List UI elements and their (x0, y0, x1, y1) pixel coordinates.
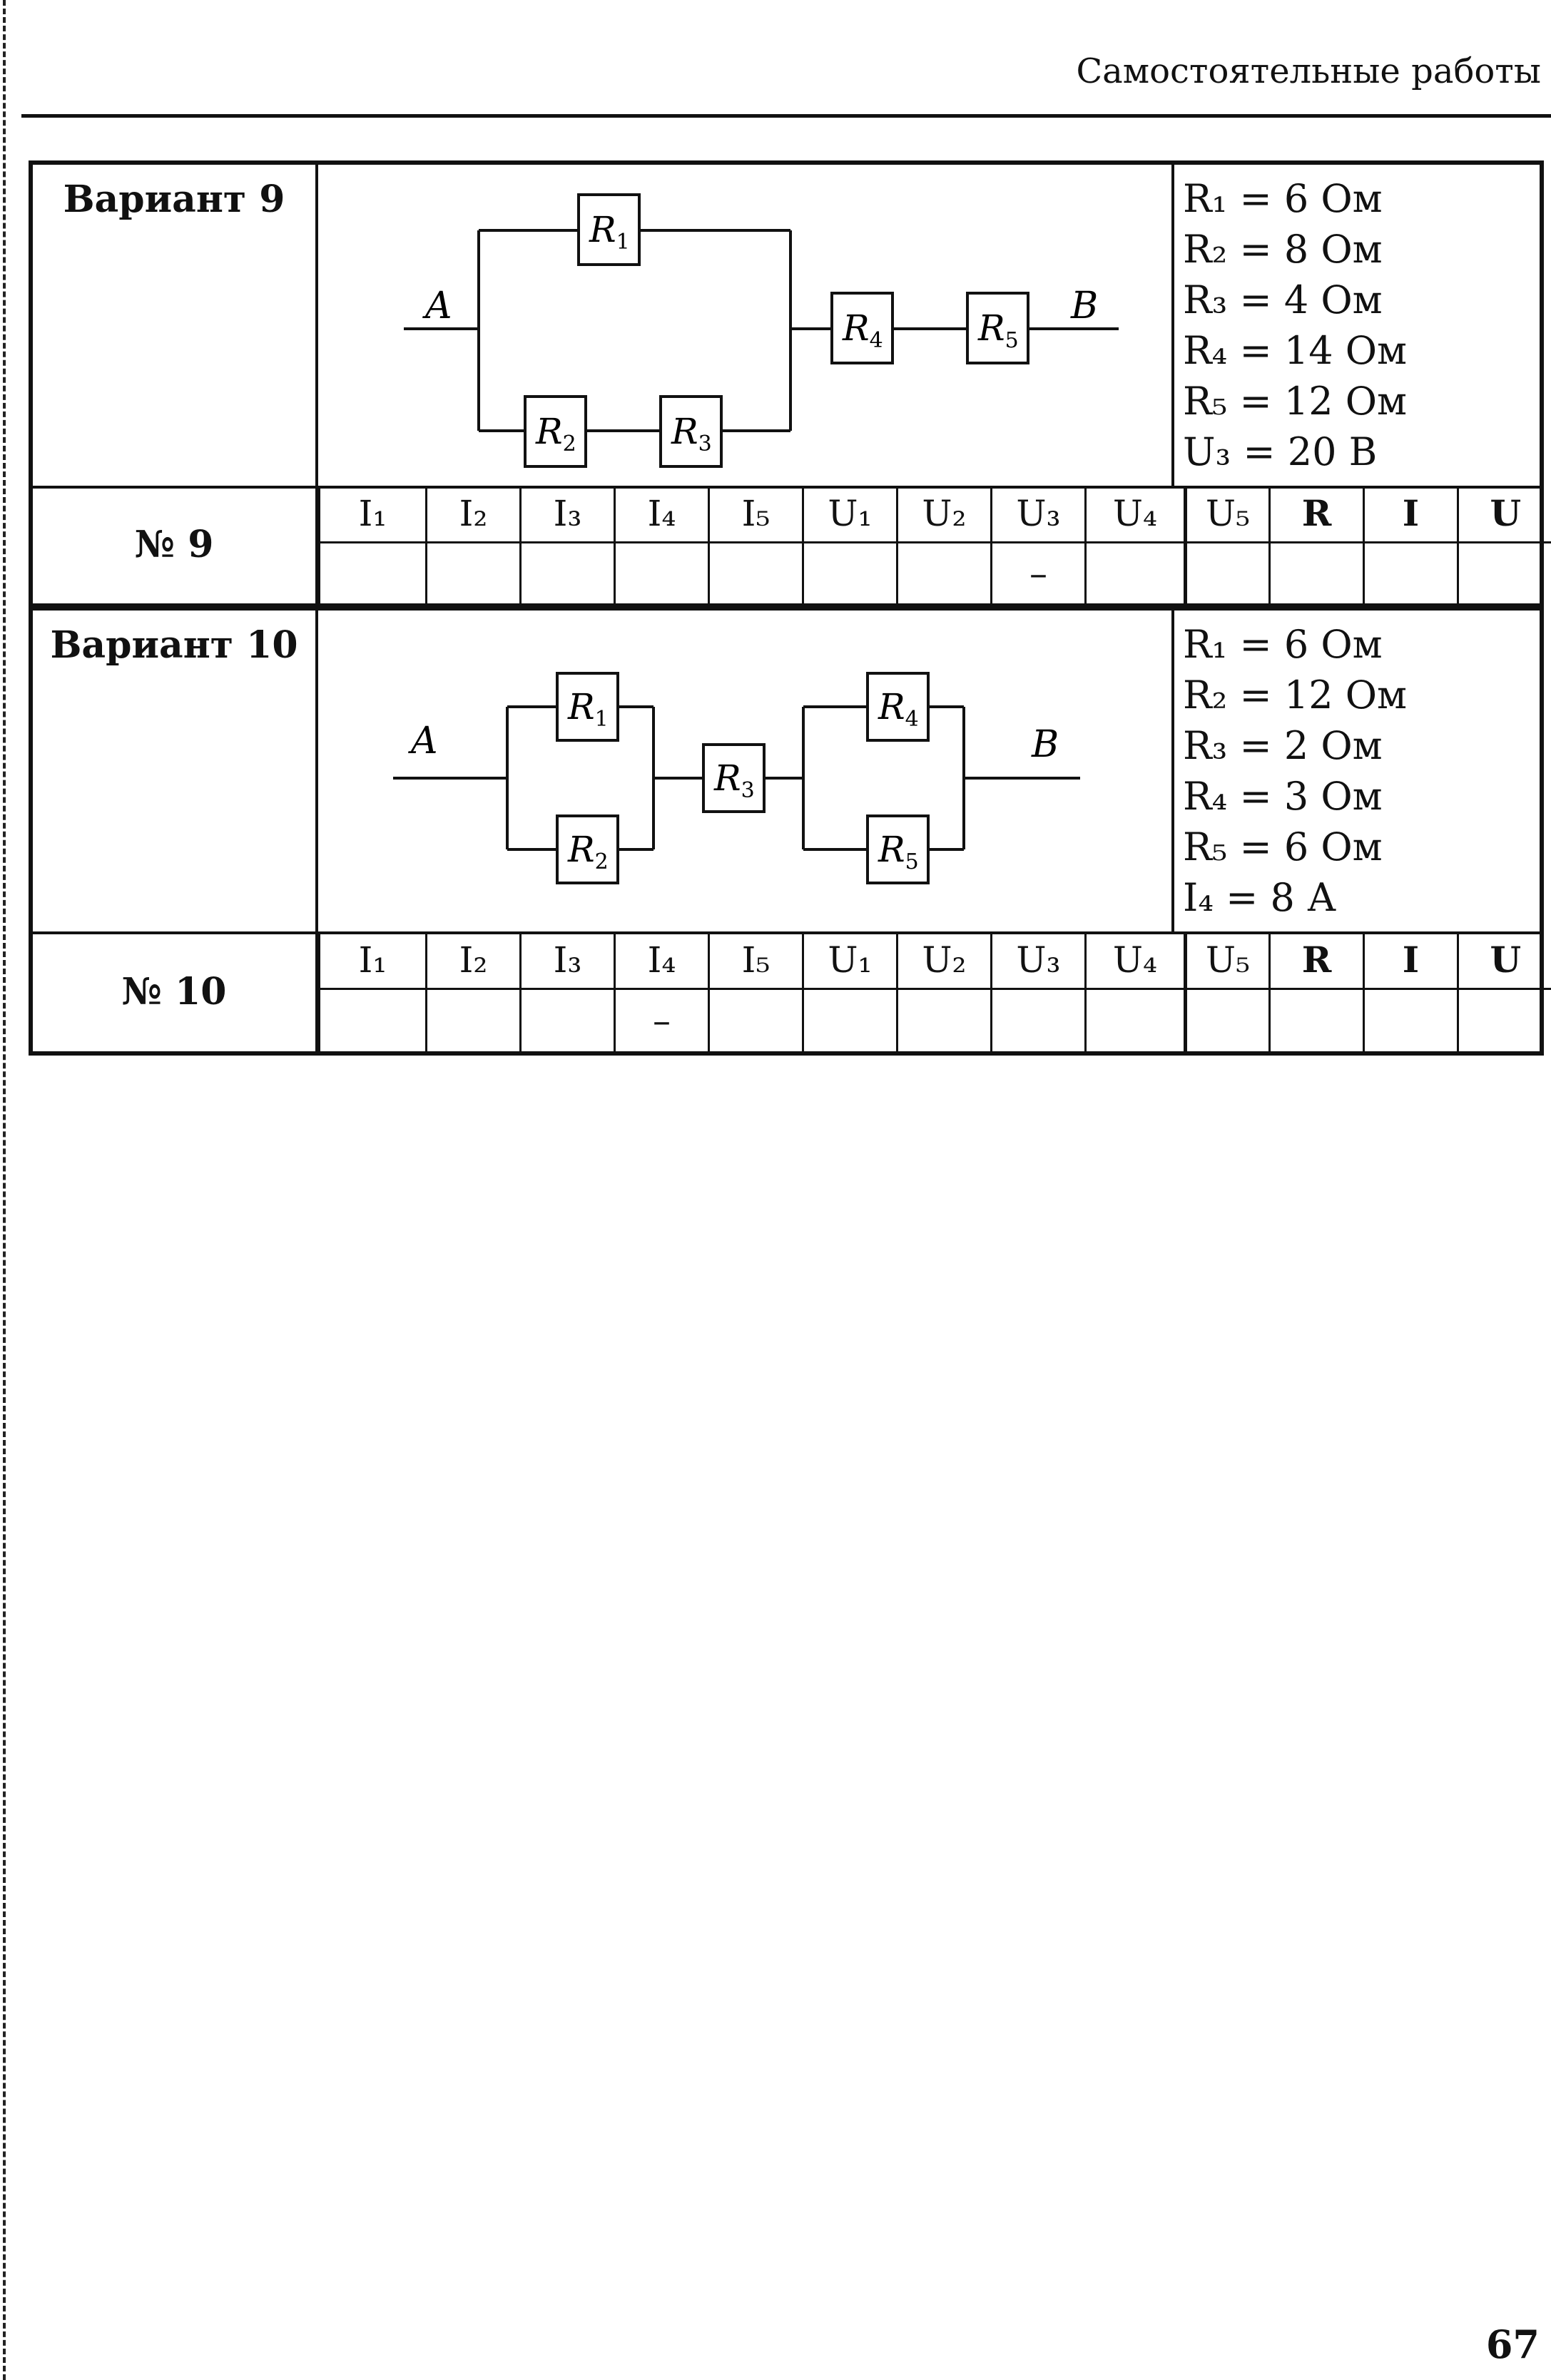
variant-10-params (1183, 619, 1407, 923)
param-line: I₄ = 8 А (1183, 875, 1336, 920)
r4-letter: R (843, 307, 870, 349)
r2-letter: R (536, 411, 563, 452)
r4-index: 4 (905, 707, 919, 732)
variant-9-params (1183, 173, 1407, 477)
variant-9-block (29, 160, 1544, 608)
answer-cell[interactable] (1364, 989, 1458, 1051)
param-line: U₃ = 20 В (1183, 429, 1378, 474)
param-line: R₄ = 3 Ом (1183, 774, 1383, 819)
col-header: I₂ (427, 486, 521, 542)
col-header: U₂ (897, 931, 992, 989)
answer-cell[interactable] (803, 542, 897, 603)
r3-letter: R (671, 411, 698, 452)
col-header: U₁ (803, 486, 897, 542)
answer-cell[interactable] (897, 989, 992, 1051)
param-line: R₁ = 6 Ом (1183, 176, 1383, 221)
answer-cell[interactable] (1458, 989, 1551, 1051)
variant-10-title: Вариант 10 (33, 611, 318, 931)
param-line: R₅ = 12 Ом (1183, 379, 1408, 424)
r2-index: 2 (594, 849, 609, 874)
answer-cell[interactable] (1186, 542, 1270, 603)
r3-index: 3 (741, 778, 755, 803)
r4-index: 4 (869, 328, 883, 353)
answer-cell[interactable] (521, 989, 615, 1051)
param-line: R₃ = 4 Ом (1183, 277, 1383, 322)
header-rule (21, 114, 1551, 118)
answer-cell[interactable]: – (615, 989, 709, 1051)
answer-cell[interactable] (709, 989, 803, 1051)
col-header: U₄ (1086, 931, 1186, 989)
col-header: U (1458, 931, 1551, 989)
col-header: U₄ (1086, 486, 1186, 542)
col-header: U₅ (1186, 486, 1270, 542)
variant-9-row (33, 165, 1540, 489)
node-a-label: A (425, 285, 452, 327)
variant-10-number: № 10 (33, 931, 318, 1051)
variant-10-block (29, 606, 1544, 1056)
r3-index: 3 (698, 431, 712, 456)
col-header: U₃ (992, 931, 1086, 989)
variant-10-table (318, 931, 1551, 1051)
r2-letter: R (568, 829, 595, 870)
col-header: U₁ (803, 931, 897, 989)
r1-index: 1 (594, 707, 609, 732)
param-line: R₅ = 6 Ом (1183, 824, 1383, 869)
col-header: U₃ (992, 486, 1086, 542)
cut-line (3, 0, 6, 2380)
answer-cell[interactable] (1086, 542, 1186, 603)
col-header: I₃ (521, 931, 615, 989)
col-header: U₅ (1186, 931, 1270, 989)
node-b-label: B (1032, 723, 1059, 766)
answer-cell[interactable]: – (992, 542, 1086, 603)
variant-9-title: Вариант 9 (33, 165, 318, 486)
col-header: U₂ (897, 486, 992, 542)
r5-letter: R (878, 829, 905, 870)
svg-text:R2 (535, 411, 576, 456)
circuit-10-diagram (318, 611, 1174, 931)
variant-10-circuit (318, 611, 1174, 931)
svg-text:R5 (878, 829, 919, 874)
answer-cell[interactable] (1458, 542, 1551, 603)
svg-text:R5 (977, 307, 1019, 353)
col-header: I₄ (615, 931, 709, 989)
col-header: U (1458, 486, 1551, 542)
col-header: R (1270, 486, 1364, 542)
answer-cell[interactable] (709, 542, 803, 603)
answer-cell[interactable] (1270, 989, 1364, 1051)
r5-index: 5 (905, 849, 919, 874)
node-b-label: B (1071, 285, 1099, 327)
answer-cell[interactable] (427, 542, 521, 603)
page-number: 67 (1485, 2322, 1540, 2367)
page-header-title: Самостоятельные работы (1076, 51, 1541, 91)
answer-cell[interactable] (320, 989, 427, 1051)
r4-letter: R (878, 686, 905, 727)
param-line: R₁ = 6 Ом (1183, 622, 1383, 667)
node-a-label: A (411, 720, 438, 762)
svg-text:R4 (878, 686, 919, 732)
col-header: I₅ (709, 931, 803, 989)
answer-cell[interactable] (615, 542, 709, 603)
col-header: R (1270, 931, 1364, 989)
r3-letter: R (714, 757, 741, 799)
variant-9-answer-grid (33, 486, 1540, 603)
answer-cell[interactable] (992, 989, 1086, 1051)
svg-text:R3 (671, 411, 712, 456)
col-header: I₄ (615, 486, 709, 542)
r1-letter: R (589, 209, 616, 250)
variant-9-number: № 9 (33, 486, 318, 603)
param-line: R₄ = 14 Ом (1183, 328, 1408, 373)
answer-cell[interactable] (521, 542, 615, 603)
answer-cell[interactable] (1270, 542, 1364, 603)
param-line: R₃ = 2 Ом (1183, 723, 1383, 768)
col-header: I₂ (427, 931, 521, 989)
col-header: I (1364, 931, 1458, 989)
svg-text:R1 (567, 686, 609, 732)
variant-9-table (318, 486, 1551, 603)
svg-text:R2 (567, 829, 609, 874)
variant-9-circuit (318, 165, 1174, 486)
col-header: I (1364, 486, 1458, 542)
answer-cell[interactable] (427, 989, 521, 1051)
answer-cell[interactable] (1364, 542, 1458, 603)
variant-10-answer-grid (33, 931, 1540, 1051)
svg-text:R4 (842, 307, 883, 353)
param-line: R₂ = 12 Ом (1183, 673, 1408, 717)
col-header: I₃ (521, 486, 615, 542)
param-line: R₂ = 8 Ом (1183, 227, 1383, 272)
circuit-9-diagram (318, 165, 1174, 486)
r1-letter: R (568, 686, 595, 727)
r1-index: 1 (616, 230, 630, 255)
answer-cell[interactable] (1086, 989, 1186, 1051)
r5-letter: R (978, 307, 1005, 349)
col-header: I₅ (709, 486, 803, 542)
r5-index: 5 (1005, 328, 1019, 353)
answer-cell[interactable] (1186, 989, 1270, 1051)
col-header: I₁ (320, 931, 427, 989)
svg-text:R1 (589, 209, 630, 255)
variant-10-row (33, 611, 1540, 934)
svg-text:R3 (713, 757, 755, 803)
r2-index: 2 (562, 431, 576, 456)
answer-cell[interactable] (320, 542, 427, 603)
answer-cell[interactable] (803, 989, 897, 1051)
answer-cell[interactable] (897, 542, 992, 603)
col-header: I₁ (320, 486, 427, 542)
